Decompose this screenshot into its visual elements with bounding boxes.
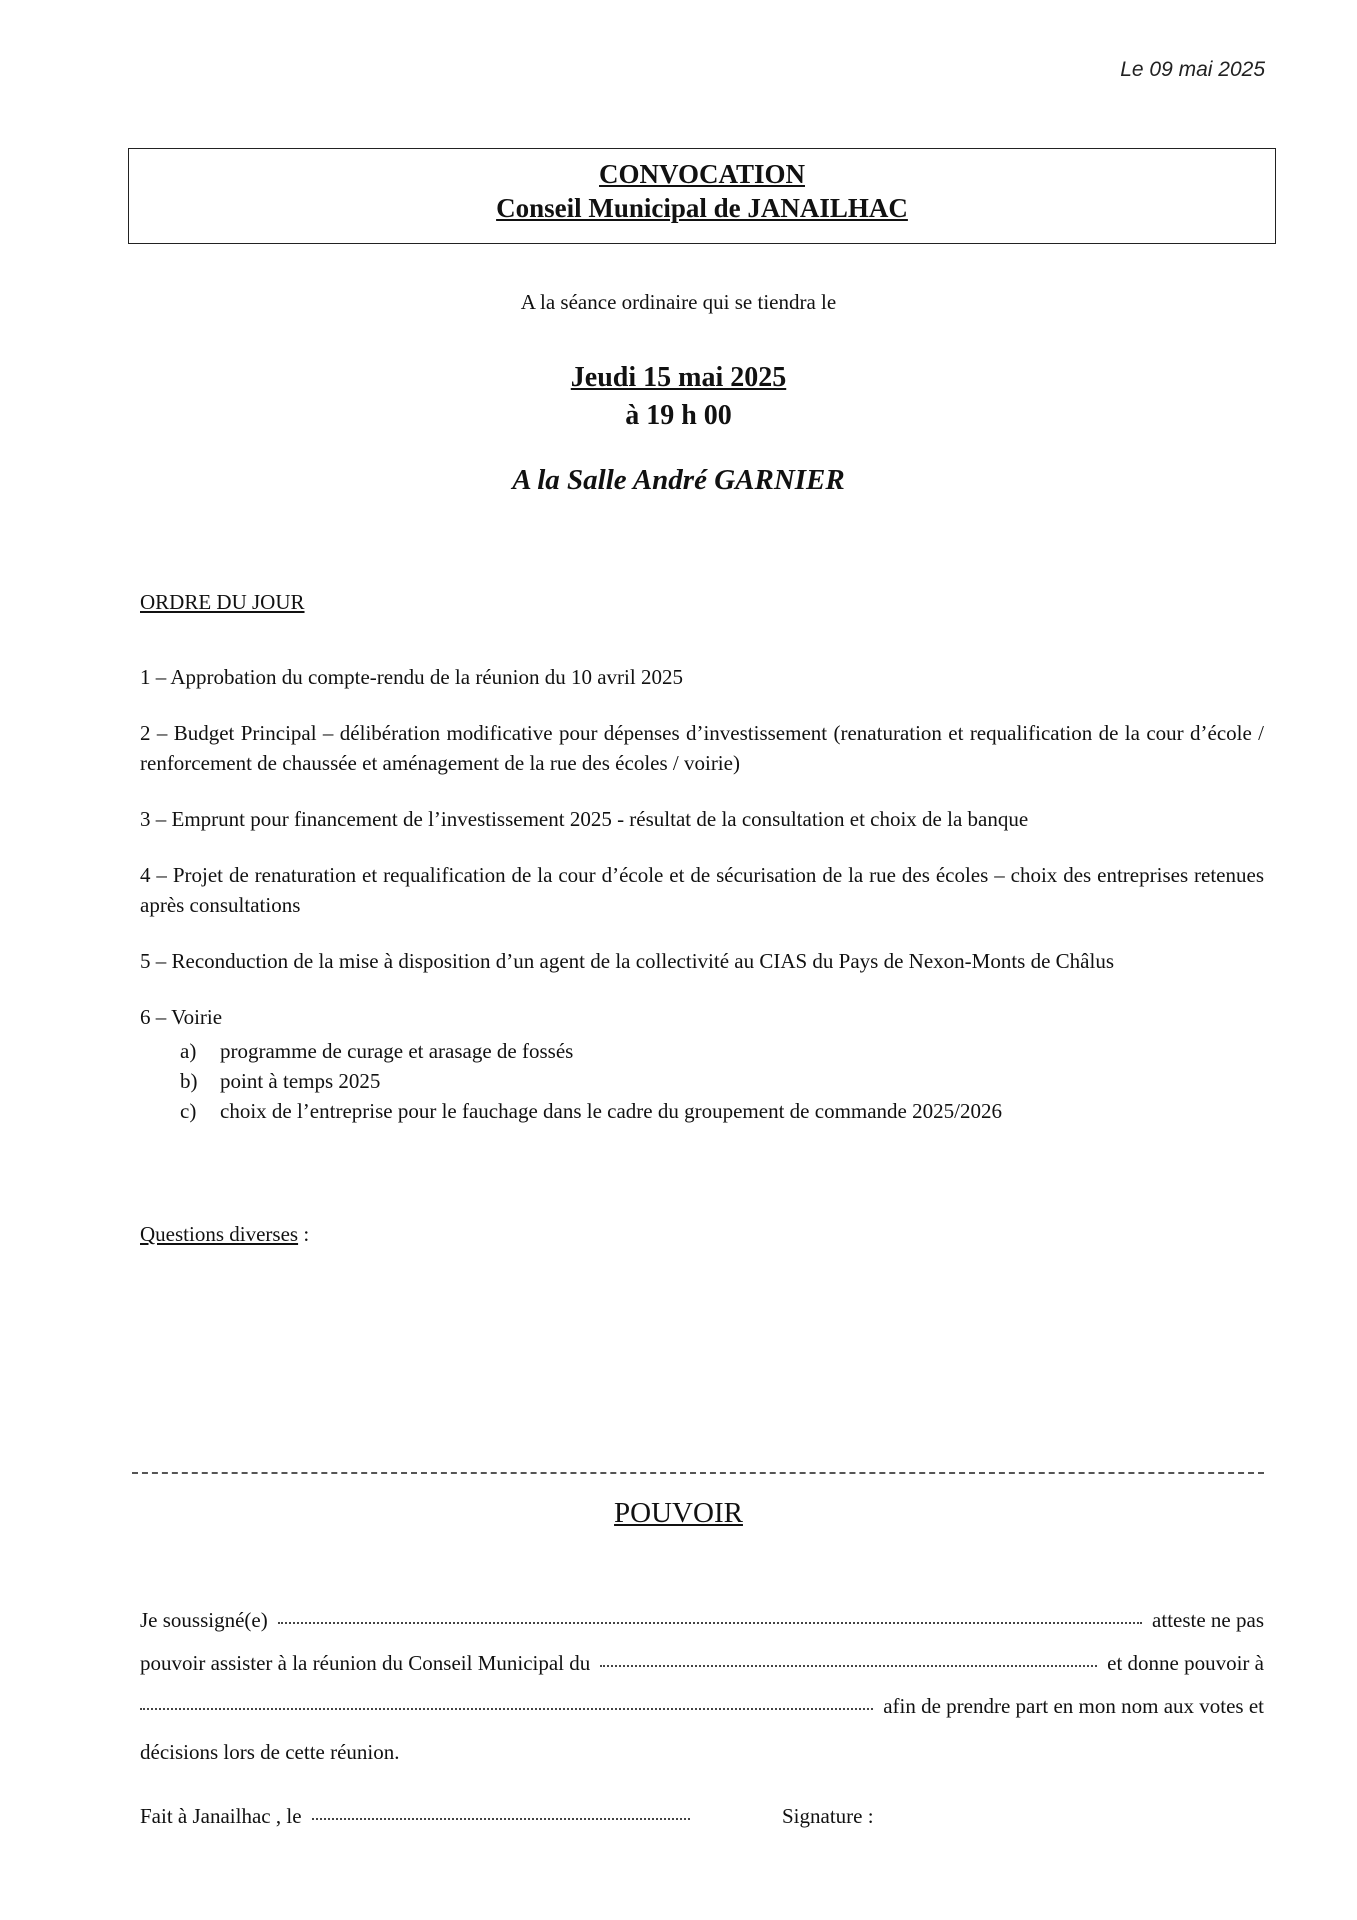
- subitem-letter: a): [180, 1039, 197, 1063]
- agenda-item-1: 1 – Approbation du compte-rendu de la réunion du 10 avril 2025: [140, 665, 683, 689]
- agenda-item-5: 5 – Reconduction de la mise à disposition d’un agent de la collectivité au CIAS du Pays de Nexon-Monts de Châlus: [140, 949, 1114, 973]
- fait-date-blank-field[interactable]: [312, 1818, 690, 1820]
- subitem-text: programme de curage et arasage de fossés: [220, 1039, 574, 1063]
- title-council: Conseil Municipal de JANAILHAC: [496, 193, 908, 223]
- date-blank-field[interactable]: [600, 1665, 1097, 1667]
- questions-diverses: [140, 1222, 309, 1247]
- title-box: [128, 148, 1276, 244]
- signature-label: Signature :: [782, 1804, 874, 1828]
- fait-label: Fait à Janailhac , le: [140, 1804, 302, 1828]
- agenda-item-2: 2 – Budget Principal – délibération modificative pour dépenses d’investissement (renaturation et requalification de la cour d’école / renforcement de chaussée et aménagement de la rue des écoles / voirie): [140, 721, 1264, 775]
- agenda-subitem-c: [140, 1096, 1264, 1126]
- pouvoir-line-4: [140, 1740, 1264, 1765]
- agenda-subitem-a: [140, 1036, 1264, 1066]
- subitem-letter: c): [180, 1099, 197, 1123]
- pouvoir-line3-end: afin de prendre part en mon nom aux votes et: [883, 1694, 1264, 1718]
- pouvoir-line2-end: et donne pouvoir à: [1107, 1651, 1264, 1675]
- session-time: à 19 h 00: [625, 400, 732, 431]
- session-venue: A la Salle André GARNIER: [512, 464, 845, 496]
- pouvoir-line1-start: Je soussigné(e): [140, 1608, 268, 1632]
- subitem-letter: b): [180, 1069, 198, 1093]
- proxy-name-blank-field[interactable]: [140, 1708, 873, 1710]
- title-convocation: CONVOCATION: [599, 159, 805, 189]
- session-intro: A la séance ordinaire qui se tiendra le: [520, 290, 837, 314]
- session-date: Jeudi 15 mai 2025: [570, 362, 787, 393]
- pouvoir-line4: décisions lors de cette réunion.: [140, 1740, 400, 1764]
- pouvoir-line-3: [140, 1694, 1264, 1719]
- agenda-item-4: 4 – Projet de renaturation et requalification de la cour d’école et de sécurisation de la rue des écoles – choix des entreprises retenues après consultations: [140, 863, 1264, 917]
- questions-label: Questions diverses: [140, 1222, 299, 1246]
- name-blank-field[interactable]: [278, 1622, 1142, 1624]
- questions-suffix: :: [298, 1222, 310, 1246]
- subitem-text: point à temps 2025: [220, 1069, 381, 1093]
- pouvoir-line1-end: atteste ne pas: [1152, 1608, 1264, 1632]
- document-date: Le 09 mai 2025: [1120, 58, 1265, 81]
- pouvoir-line-1: [140, 1608, 1264, 1633]
- pouvoir-title: POUVOIR: [614, 1497, 743, 1529]
- agenda-item-6: 6 – Voirie: [140, 1005, 223, 1029]
- agenda-list: [140, 662, 1264, 1126]
- pouvoir-line2-start: pouvoir assister à la réunion du Conseil Municipal du: [140, 1651, 591, 1675]
- fait-line: [140, 1804, 700, 1829]
- agenda-heading: ORDRE DU JOUR: [140, 590, 305, 614]
- subitem-text: choix de l’entreprise pour le fauchage dans le cadre du groupement de commande 2025/2026: [220, 1099, 1002, 1123]
- pouvoir-line-2: [140, 1651, 1264, 1676]
- agenda-subitem-b: [140, 1066, 1264, 1096]
- agenda-item-3: 3 – Emprunt pour financement de l’investissement 2025 - résultat de la consultation et choix de la banque: [140, 807, 1029, 831]
- cut-line-divider: [132, 1472, 1264, 1474]
